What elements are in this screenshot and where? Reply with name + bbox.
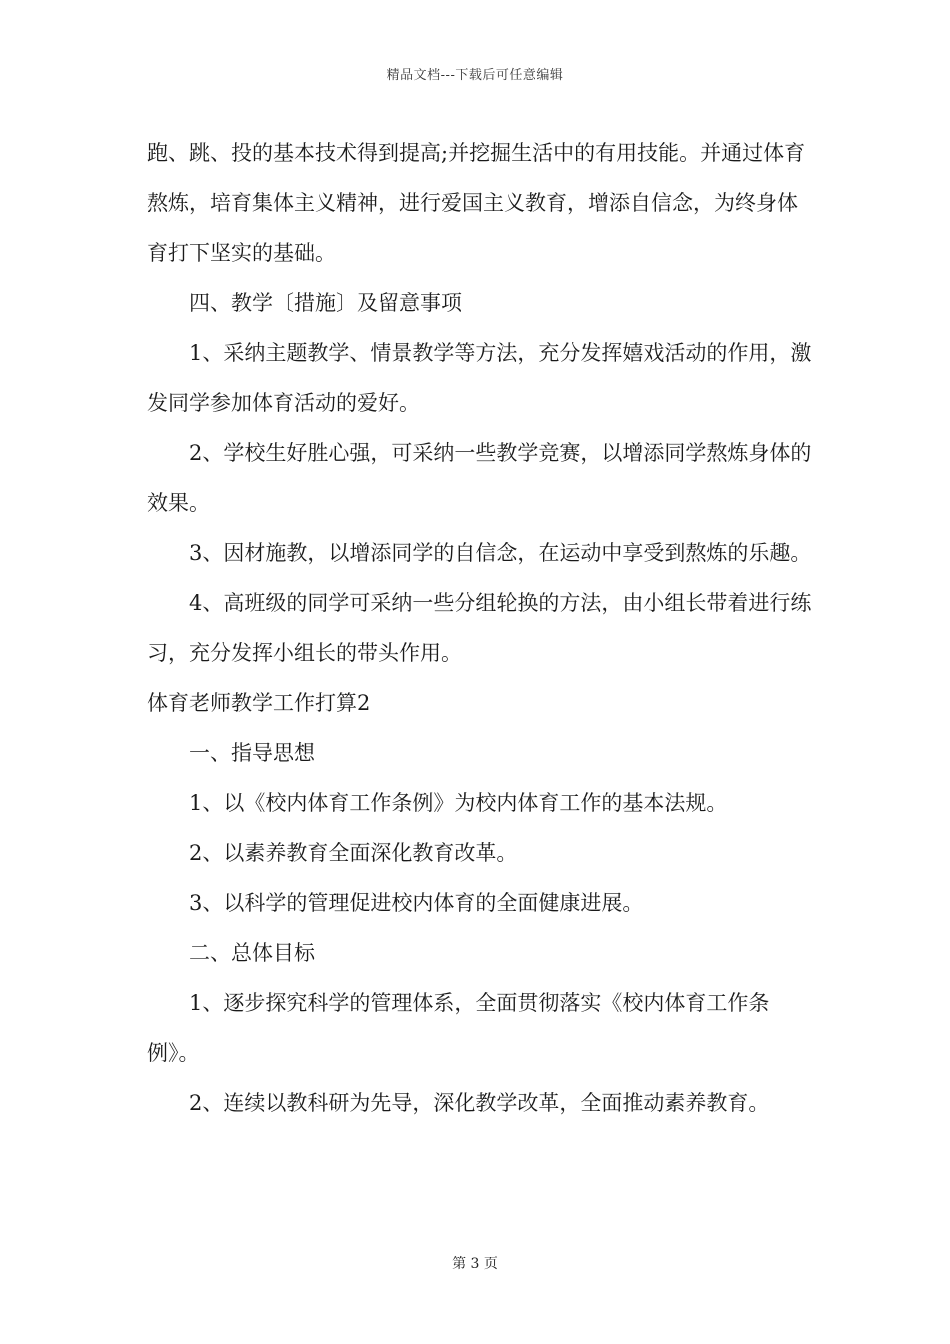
list-item-goal-1: 1、逐步探究科学的管理体系，全面贯彻落实《校内体育工作条例》。 [147,991,770,1065]
list-item-guiding-1: 1、以《校内体育工作条例》为校内体育工作的基本法规。 [189,791,728,815]
list-item-measure-1: 1、采纳主题教学、情景教学等方法，充分发挥嬉戏活动的作用，激发同学参加体育活动的爱好。 [147,341,812,415]
document-body [147,128,812,1128]
list-item-measure-2: 2、学校生好胜心强，可采纳一些教学竞赛，以增添同学熬炼身体的效果。 [147,441,812,515]
section-heading-measures: 四、教学〔措施〕及留意事项 [189,291,462,315]
list-item-goal-2: 2、连续以教科研为先导，深化教学改革，全面推动素养教育。 [189,1091,770,1115]
page-number: 第 3 页 [452,1256,498,1272]
list-item-measure-3: 3、因材施教，以增添同学的自信念，在运动中享受到熬炼的乐趣。 [189,541,812,565]
list-item-measure-4: 4、高班级的同学可采纳一些分组轮换的方法，由小组长带着进行练习，充分发挥小组长的带头作用。 [147,591,812,665]
section-heading-guiding-thought: 一、指导思想 [189,741,315,765]
list-item-guiding-2: 2、以素养教育全面深化教育改革。 [189,841,518,865]
list-item-guiding-3: 3、以科学的管理促进校内体育的全面健康进展。 [189,891,644,915]
document-title-plan-2: 体育老师教学工作打算2 [147,691,371,715]
page-header: 精品文档---下载后可任意编辑 [386,68,564,83]
section-heading-overall-goals: 二、总体目标 [189,941,315,965]
paragraph-intro-continuation: 跑、跳、投的基本技术得到提高;并挖掘生活中的有用技能。并通过体育熬炼，培育集体主义精神，进行爱国主义教育，增添自信念，为终身体育打下坚实的基础。 [147,141,806,265]
